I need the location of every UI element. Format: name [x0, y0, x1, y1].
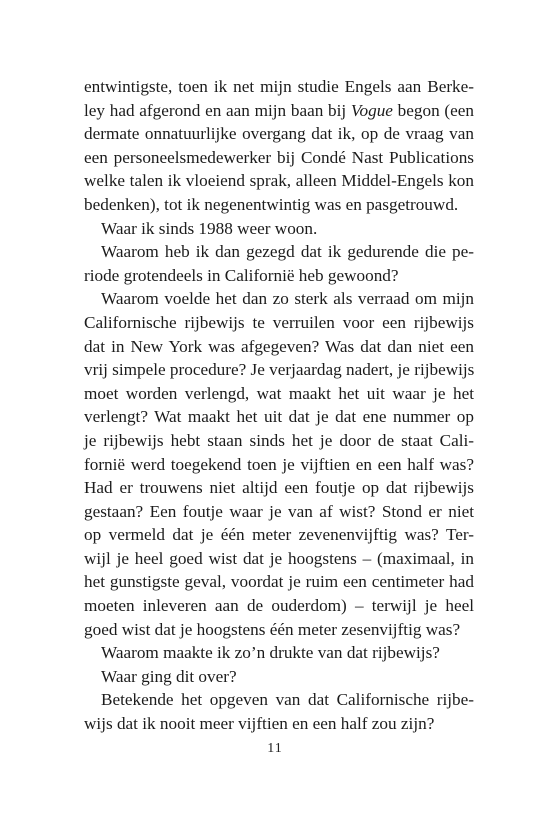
text-line: dermate onnatuurlijke overgang dat ik, op de vraag van	[84, 124, 474, 144]
text-line: je rijbewijs hebt staan sinds het je door de staat Cali-	[84, 430, 474, 450]
text-line: wijl je heel goed wist dat je hoogstens – (maximaal, in	[84, 548, 474, 568]
body-text	[84, 75, 474, 736]
text-line: Waar ik sinds 1988 weer woon.	[101, 218, 318, 238]
text-line: Waarom heb ik dan gezegd dat ik gedurende die pe-	[101, 242, 474, 262]
text-line: het gunstigste geval, voordat je ruim een centimeter had	[84, 572, 474, 592]
text-line: fornië werd toegekend toen je vijftien en een half was?	[84, 454, 474, 474]
text-line: Californische rijbewijs te verruilen voor een rijbewijs	[84, 312, 474, 332]
text-line: op vermeld dat je één meter zevenenvijftig was? Ter-	[84, 525, 474, 545]
text-line: gestaan? Een foutje waar je van af wist? Stond er niet	[84, 501, 474, 521]
text-line: welke talen ik vloeiend sprak, alleen Middel-Engels kon	[84, 171, 474, 191]
text-line: ley had afgerond en aan mijn baan bij Vogue begon (een	[84, 100, 474, 120]
text-line: Waar ging dit over?	[101, 666, 237, 686]
text-line: Waarom voelde het dan zo sterk als verraad om mijn	[101, 289, 474, 309]
page-number: 11	[267, 741, 283, 756]
text-line: bedenken), tot ik negenentwintig was en pasgetrouwd.	[84, 194, 459, 214]
text-line: entwintigste, toen ik net mijn studie Engels aan Berke-	[84, 77, 474, 96]
text-line: een personeelsmedewerker bij Condé Nast Publications	[84, 147, 474, 167]
text-line: Had er trouwens niet altijd een foutje op dat rijbewijs	[84, 478, 474, 498]
text-line: moeten inleveren aan de ouderdom) – terwijl je heel	[84, 596, 474, 616]
text-line: Betekende het opgeven van dat Californische rijbe-	[101, 690, 474, 710]
text-line: wijs dat ik nooit meer vijftien en een half zou zijn?	[84, 714, 435, 734]
text-line: verlengt? Wat maakt het uit dat je dat ene nummer op	[84, 407, 474, 427]
text-line: riode grotendeels in Californië heb gewoond?	[84, 265, 399, 285]
text-line: vrij simpele procedure? Je verjaardag nadert, je rijbewijs	[84, 360, 475, 380]
text-line: dat in New York was afgegeven? Was dat dan niet een	[84, 336, 474, 356]
text-line: goed wist dat je hoogstens één meter zesenvijftig was?	[84, 619, 461, 639]
magazine-title: Vogue	[350, 100, 393, 120]
text-line: moet worden verlengd, wat maakt het uit waar je het	[84, 383, 474, 403]
text-line: Waarom maakte ik zo’n drukte van dat rijbewijs?	[101, 643, 440, 663]
